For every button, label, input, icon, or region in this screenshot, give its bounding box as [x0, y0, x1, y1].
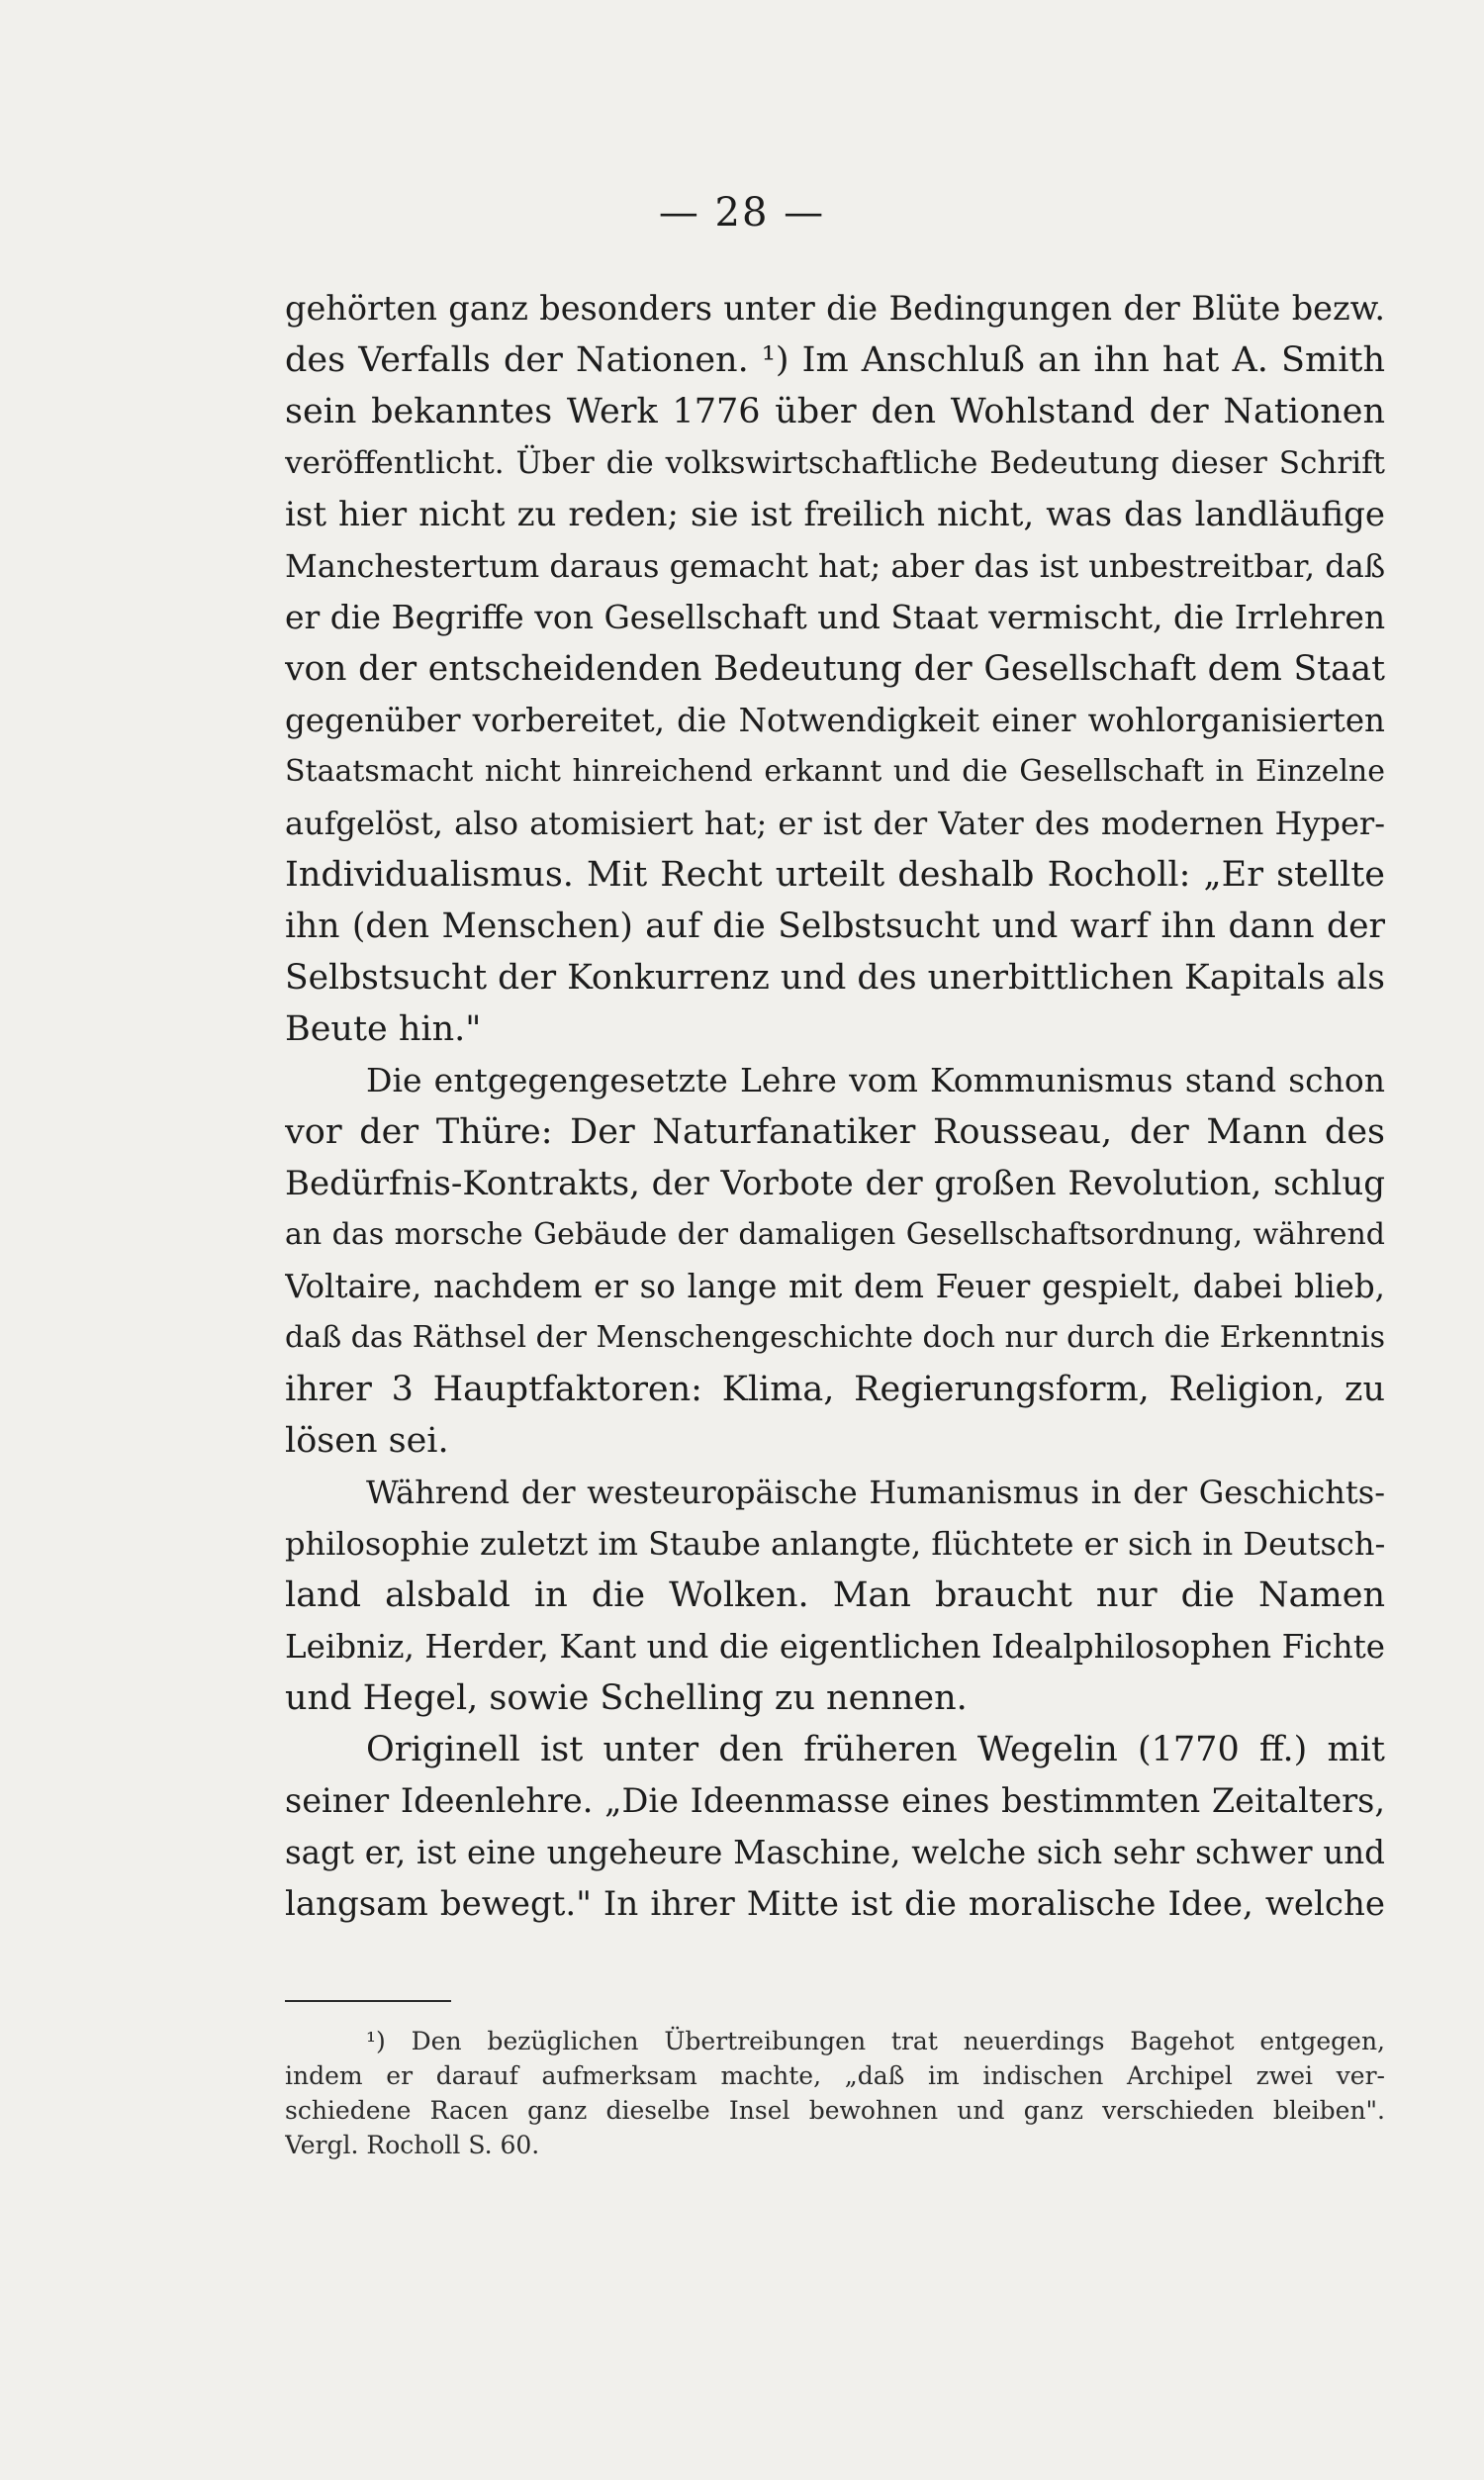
body-line: sagt er, ist eine ungeheure Maschine, welche sich sehr schwer und: [285, 1834, 1385, 1871]
body-line: Originell ist unter den früheren Wegelin (1770 ff.) mit: [366, 1730, 1385, 1769]
body-line: land alsbald in die Wolken. Man braucht nur die Namen: [285, 1575, 1385, 1615]
body-line: von der entscheidenden Bedeutung der Gesellschaft dem Staat: [285, 649, 1385, 689]
body-line: daß das Räthsel der Menschengeschichte doch nur durch die Erkenntnis: [285, 1320, 1385, 1355]
body-line: aufgelöst, also atomisiert hat; er ist der Vater des modernen Hyper-: [285, 805, 1385, 842]
footnote-line: Vergl. Rocholl S. 60.: [285, 2131, 540, 2159]
body-line: Voltaire, nachdem er so lange mit dem Feuer gespielt, dabei blieb,: [285, 1268, 1385, 1305]
body-line: sein bekanntes Werk 1776 über den Wohlstand der Nationen: [285, 392, 1385, 431]
body-line: Staatsmacht nicht hinreichend erkannt und die Gesellschaft in Einzelne: [285, 754, 1385, 789]
body-line: und Hegel, sowie Schelling zu nennen.: [285, 1678, 968, 1718]
body-line: ihrer 3 Hauptfaktoren: Klima, Regierungsform, Religion, zu: [285, 1370, 1385, 1409]
body-line: langsam bewegt." In ihrer Mitte ist die moralische Idee, welche: [285, 1884, 1385, 1924]
body-line: Selbstsucht der Konkurrenz und des unerbittlichen Kapitals als: [285, 958, 1385, 998]
body-line: Individualismus. Mit Recht urteilt deshalb Rocholl: „Er stellte: [285, 855, 1385, 895]
body-line: Leibniz, Herder, Kant und die eigentlichen Idealphilosophen Fichte: [285, 1628, 1385, 1666]
body-line: veröffentlicht. Über die volkswirtschaftliche Bedeutung dieser Schrift: [285, 445, 1385, 481]
body-line: lösen sei.: [285, 1421, 449, 1461]
body-line: Manchestertum daraus gemacht hat; aber das ist unbestreitbar, daß: [285, 547, 1385, 585]
body-line: philosophie zuletzt im Staube anlangte, flüchtete er sich in Deutsch-: [285, 1525, 1385, 1563]
footnote-line: indem er darauf aufmerksam machte, „daß im indischen Archipel zwei ver-: [285, 2061, 1385, 2090]
body-line: gehörten ganz besonders unter die Bedingungen der Blüte bezw.: [285, 289, 1385, 328]
footnote-line: ¹) Den bezüglichen Übertreibungen trat neuerdings Bagehot entgegen,: [366, 2027, 1385, 2055]
body-line: des Verfalls der Nationen. ¹) Im Anschluß an ihn hat A. Smith: [285, 340, 1385, 380]
body-line: er die Begriffe von Gesellschaft und Staat vermischt, die Irrlehren: [285, 598, 1385, 636]
page-number: — 28 —: [658, 190, 826, 236]
footnote-line: schiedene Racen ganz dieselbe Insel bewohnen und ganz verschieden bleiben".: [285, 2096, 1385, 2125]
body-line: Die entgegengesetzte Lehre vom Kommunismus stand schon: [366, 1061, 1385, 1099]
footnote-divider: [285, 2000, 451, 2002]
body-line: seiner Ideenlehre. „Die Ideenmasse eines bestimmten Zeitalters,: [285, 1781, 1385, 1820]
body-line: gegenüber vorbereitet, die Notwendigkeit einer wohlorganisierten: [285, 702, 1385, 739]
body-line: Beute hin.": [285, 1009, 482, 1049]
body-line: ihn (den Menschen) auf die Selbstsucht und warf ihn dann der: [285, 906, 1385, 946]
body-line: Bedürfnis-Kontrakts, der Vorbote der großen Revolution, schlug: [285, 1164, 1385, 1203]
body-line: ist hier nicht zu reden; sie ist freilich nicht, was das landläufige: [285, 495, 1385, 534]
body-line: an das morsche Gebäude der damaligen Gesellschaftsordnung, während: [285, 1217, 1385, 1252]
body-line: Während der westeuropäische Humanismus in der Geschichts-: [366, 1474, 1385, 1511]
body-line: vor der Thüre: Der Naturfanatiker Rousseau, der Mann des: [285, 1112, 1385, 1152]
